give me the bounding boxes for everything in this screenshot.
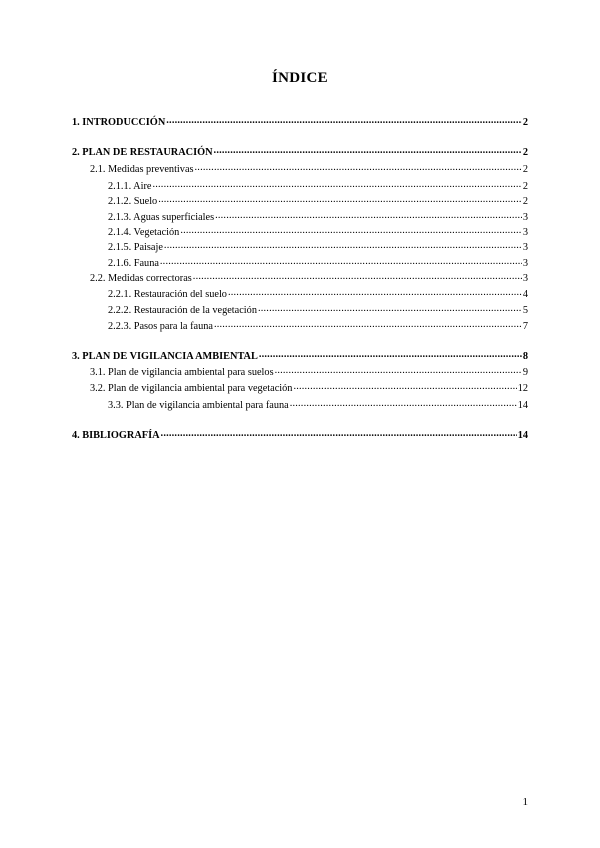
toc-entry-page: 2 <box>522 117 528 128</box>
toc-entry-page: 3 <box>522 258 528 269</box>
toc-entry-aguas-superficiales[interactable] <box>108 211 528 225</box>
toc-entry-page: 14 <box>517 400 528 411</box>
toc-dot-leader <box>293 380 516 394</box>
toc-entry-page: 3 <box>522 273 528 284</box>
toc-entry-label: 2.2.3. Pasos para la fauna <box>108 321 213 332</box>
toc-entry-page: 3 <box>522 212 528 223</box>
toc-entry-restauracion-vegetacion[interactable] <box>108 304 528 318</box>
toc-entry-vigilancia-vegetacion[interactable] <box>90 382 528 396</box>
toc-entry-page: 2 <box>522 147 528 158</box>
toc-entry-medidas-correctoras[interactable] <box>90 272 528 286</box>
toc-entry-label: 2.1.6. Fauna <box>108 258 159 269</box>
toc-entry-label: 1. INTRODUCCIÓN <box>72 117 166 128</box>
toc-entry-page: 8 <box>522 351 528 362</box>
toc-entry-bibliografia[interactable] <box>72 429 528 443</box>
toc-entry-page: 3 <box>522 242 528 253</box>
toc-dot-leader <box>161 427 517 441</box>
toc-dot-leader <box>290 397 517 411</box>
toc-entry-label: 2.2.2. Restauración de la vegetación <box>108 305 257 316</box>
toc-entry-page: 12 <box>517 383 528 394</box>
toc-entry-restauracion-suelo[interactable] <box>108 288 528 302</box>
page-number: 1 <box>522 796 528 808</box>
toc-entry-label: 2. PLAN DE RESTAURACIÓN <box>72 147 213 158</box>
toc-entry-label: 4. BIBLIOGRAFÍA <box>72 430 160 441</box>
toc-dot-leader <box>166 114 522 128</box>
toc-entry-page: 2 <box>522 164 528 175</box>
toc-dot-leader <box>259 348 522 362</box>
toc-dot-leader <box>214 144 522 158</box>
toc-entry-page: 2 <box>522 196 528 207</box>
toc-entry-paisaje[interactable] <box>108 241 528 255</box>
toc-entry-label: 2.1.1. Aire <box>108 181 152 192</box>
toc-entry-label: 3.3. Plan de vigilancia ambiental para fauna <box>108 400 289 411</box>
toc-entry-label: 2.1.3. Aguas superficiales <box>108 212 215 223</box>
toc-entry-vegetacion[interactable] <box>108 226 528 240</box>
toc-dot-leader <box>193 270 522 284</box>
toc-dot-leader <box>164 239 522 253</box>
toc-dot-leader <box>152 178 521 192</box>
toc-entry-fauna[interactable] <box>108 257 528 271</box>
toc-entry-page: 9 <box>522 367 528 378</box>
toc-dot-leader <box>180 224 522 238</box>
toc-entry-suelo[interactable] <box>108 195 528 209</box>
toc-entry-vigilancia-suelos[interactable] <box>90 366 528 380</box>
toc-entry-label: 3.2. Plan de vigilancia ambiental para vegetación <box>90 383 293 394</box>
toc-entry-label: 2.1.4. Vegetación <box>108 227 180 238</box>
toc-dot-leader <box>214 318 522 332</box>
toc-entry-page: 3 <box>522 227 528 238</box>
toc-entry-label: 3.1. Plan de vigilancia ambiental para suelos <box>90 367 274 378</box>
page-title: ÍNDICE <box>272 70 328 86</box>
toc-dot-leader <box>215 209 522 223</box>
toc-dot-leader <box>160 255 522 269</box>
toc-entry-label: 2.2.1. Restauración del suelo <box>108 289 227 300</box>
toc-entry-page: 2 <box>522 181 528 192</box>
toc-dot-leader <box>258 302 522 316</box>
toc-dot-leader <box>228 286 522 300</box>
toc-entry-vigilancia-fauna[interactable] <box>108 399 528 413</box>
toc-entry-page: 7 <box>522 321 528 332</box>
toc-entry-plan-restauracion[interactable] <box>72 146 528 160</box>
toc-entry-page: 5 <box>522 305 528 316</box>
toc-entry-label: 2.2. Medidas correctoras <box>90 273 192 284</box>
toc-dot-leader <box>158 193 522 207</box>
toc-entry-aire[interactable] <box>108 180 528 194</box>
toc-dot-leader <box>275 364 522 378</box>
toc-entry-introduccion[interactable] <box>72 116 528 130</box>
toc-entry-label: 2.1. Medidas preventivas <box>90 164 194 175</box>
toc-entry-label: 2.1.2. Suelo <box>108 196 158 207</box>
toc-entry-medidas-preventivas[interactable] <box>90 163 528 177</box>
toc-entry-pasos-fauna[interactable] <box>108 320 528 334</box>
toc-dot-leader <box>195 161 522 175</box>
toc-entry-page: 4 <box>522 289 528 300</box>
toc-entry-label: 2.1.5. Paisaje <box>108 242 163 253</box>
toc-entry-plan-vigilancia[interactable] <box>72 350 528 364</box>
toc-entry-page: 14 <box>517 430 528 441</box>
toc-entry-label: 3. PLAN DE VIGILANCIA AMBIENTAL <box>72 351 258 362</box>
